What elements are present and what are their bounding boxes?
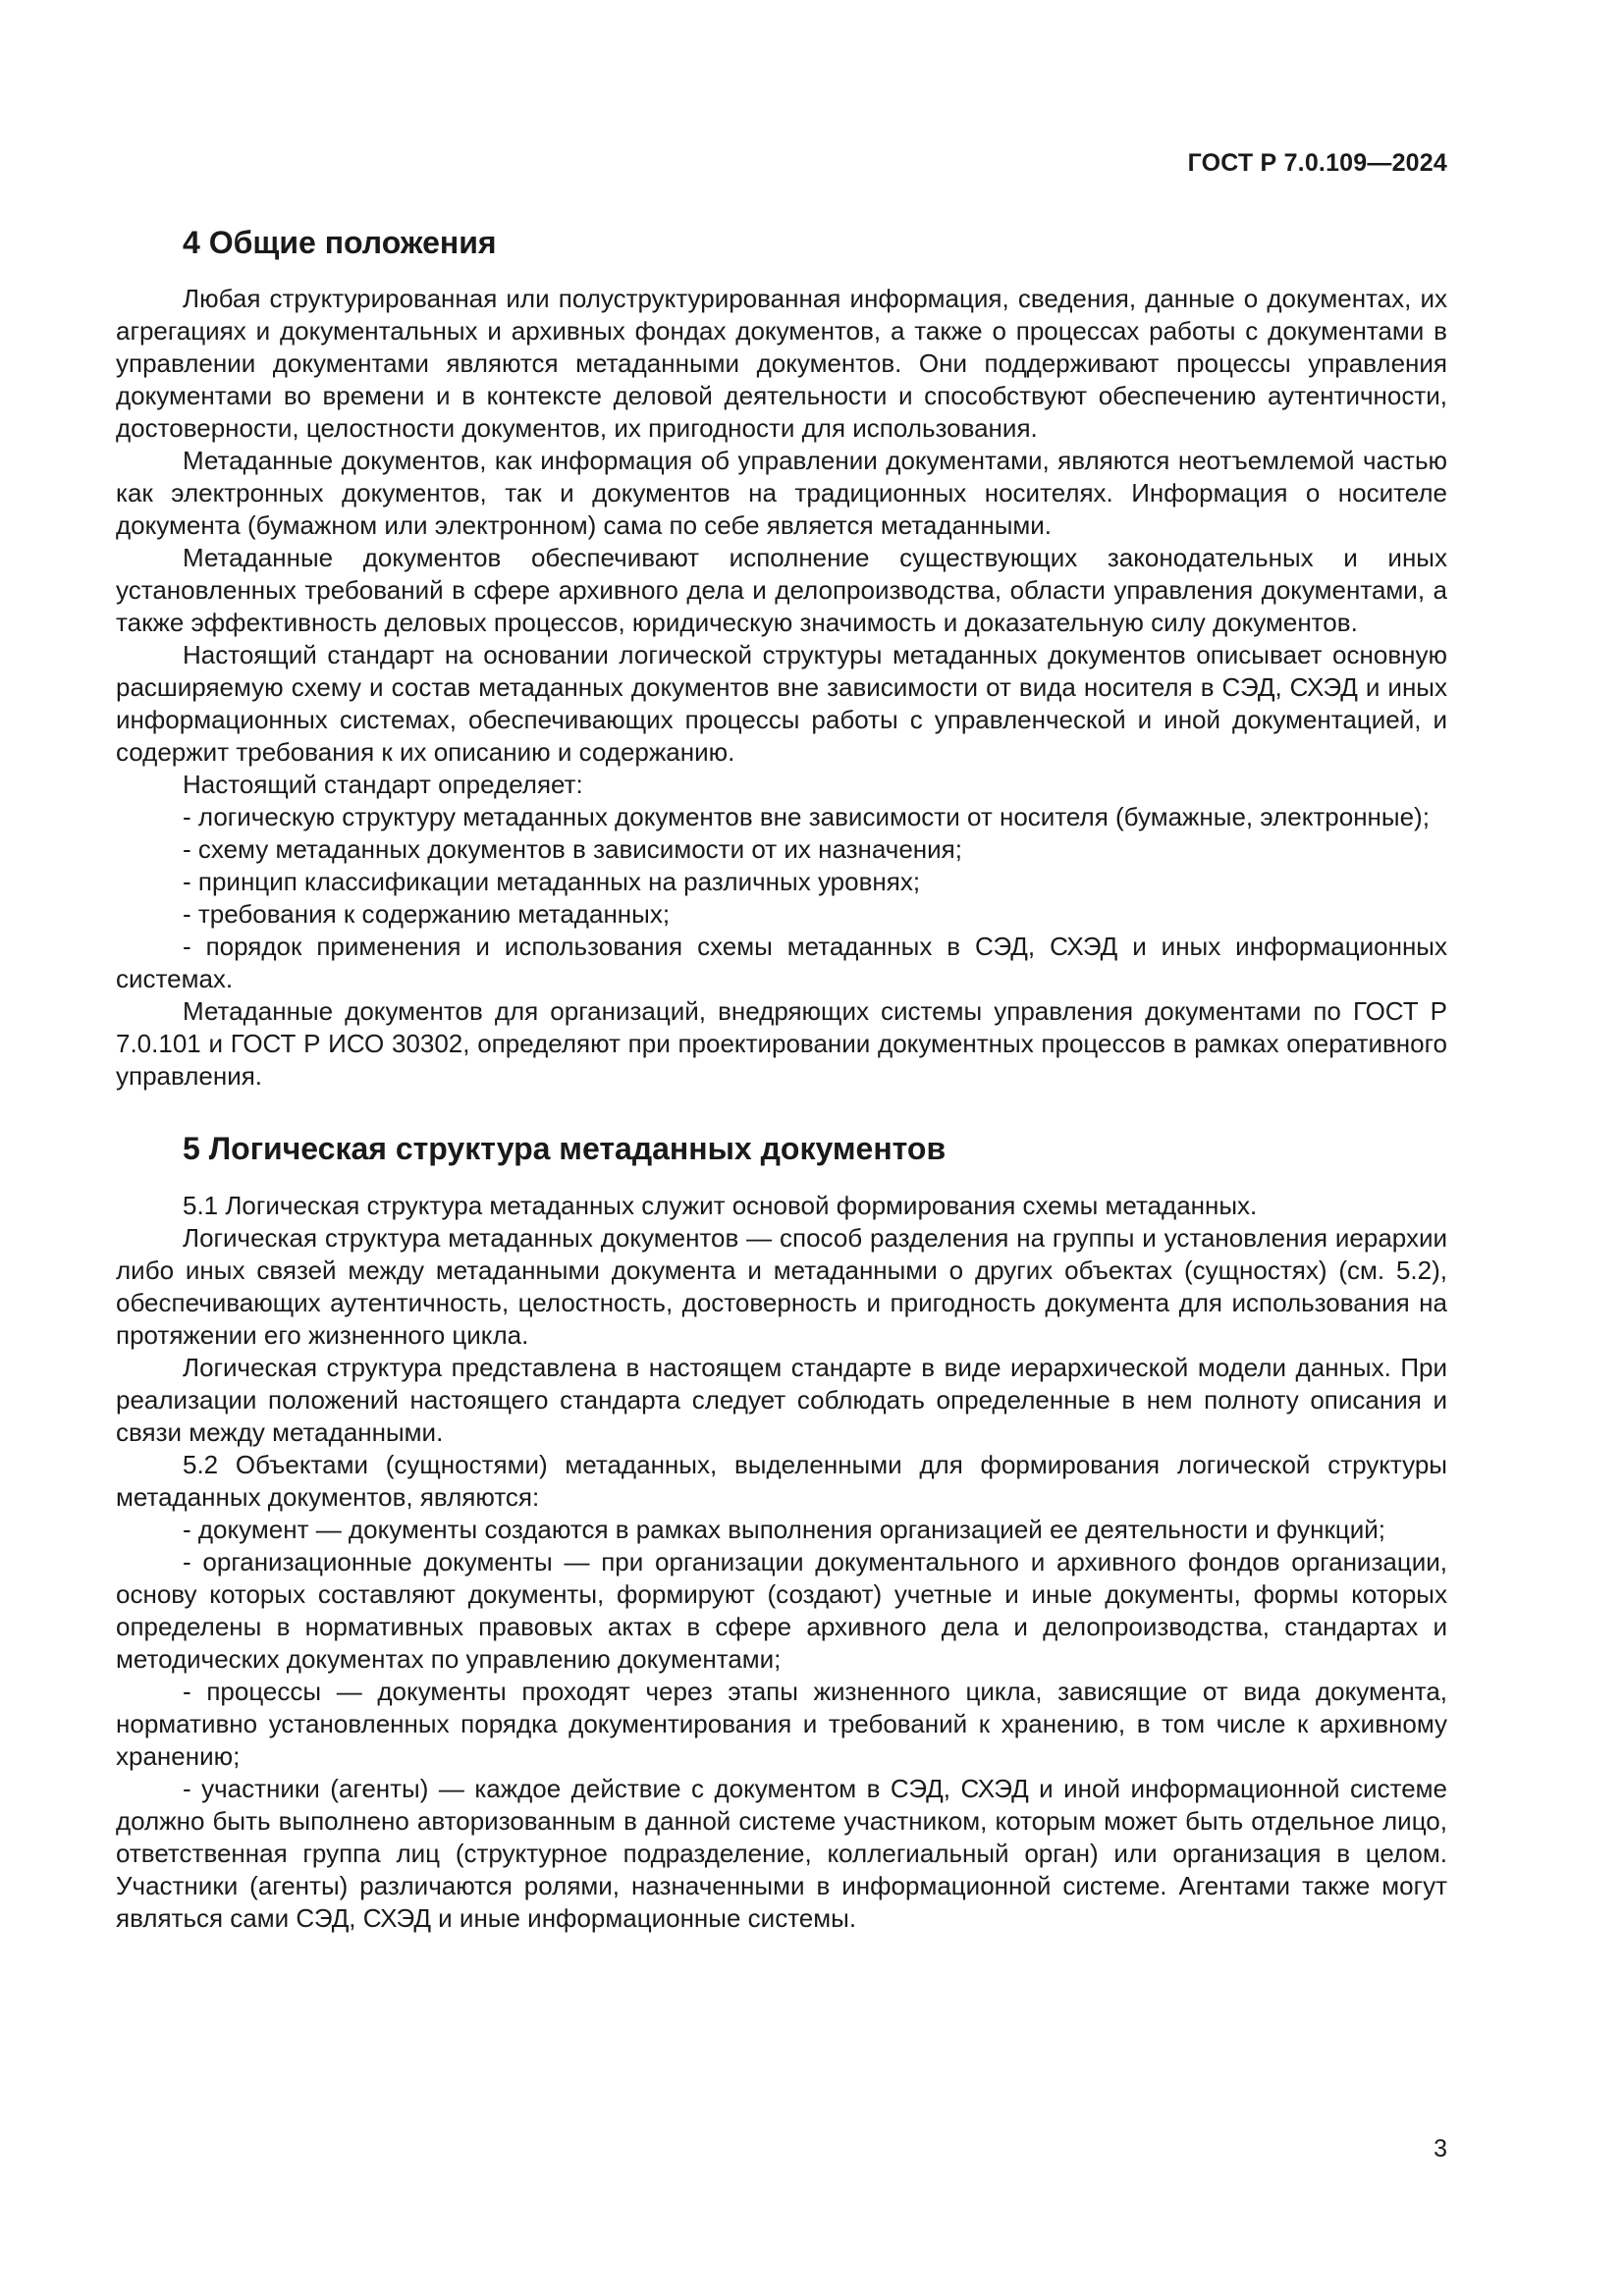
- section-4-title: 4 Общие положения: [183, 225, 497, 260]
- paragraph: 5.1 Логическая структура метаданных служит основой формирования схемы метаданных.: [183, 1190, 1258, 1220]
- paragraph: Настоящий стандарт определяет:: [183, 770, 583, 800]
- list-item: - логическую структуру метаданных документов вне зависимости от носителя (бумажные, электронные);: [183, 802, 1430, 832]
- list-item: - требования к содержанию метаданных;: [183, 899, 671, 930]
- list-item: - документ — документы создаются в рамках выполнения организацией ее деятельности и функций;: [183, 1514, 1386, 1544]
- paragraph: Логическая структура метаданных документов — способ разделения на группы и установления иерархии либо иных связей между метаданными документа и метаданными о других объектах (сущностях) (см. 5.2), обеспечивающих аутентичность, целостность, достоверность и пригодность документа для использования на протяжении его жизненного цикла.: [116, 1222, 1447, 1350]
- paragraph: Логическая структура представлена в настоящем стандарте в виде иерархической модели данных. При реализации положений настоящего стандарта следует соблюдать определенные в нем полноту описания и связи между метаданными.: [116, 1352, 1447, 1447]
- paragraph: Метаданные документов обеспечивают исполнение существующих законодательных и иных установленных требований в сфере архивного дела и делопроизводства, области управления документами, а также эффективность деловых процессов, юридическую значимость и доказательную силу документов.: [116, 543, 1447, 638]
- list-item: - процессы — документы проходят через этапы жизненного цикла, зависящие от вида документа, нормативно установленных порядка документирования и требований к хранению, в том числе к архивному хранению;: [116, 1676, 1447, 1771]
- paragraph: Метаданные документов, как информация об управлении документами, являются неотъемлемой частью как электронных документов, так и документов на традиционных носителях. Информация о носителе документа (бумажном или электронном) сама по себе является метаданными.: [116, 446, 1447, 541]
- paragraph: Метаданные документов для организаций, внедряющих системы управления документами по ГОСТ Р 7.0.101 и ГОСТ Р ИСО 30302, определяют при проектировании документных процессов в рамках оперативного управления.: [116, 996, 1447, 1092]
- section-5-body: [116, 1190, 1447, 1935]
- document-code-header: ГОСТ Р 7.0.109—2024: [1187, 149, 1447, 177]
- section-4-body: [116, 283, 1447, 1093]
- list-item: - принцип классификации метаданных на различных уровнях;: [183, 867, 921, 897]
- paragraph: 5.2 Объектами (сущностями) метаданных, выделенными для формирования логической структуры метаданных документов, являются:: [116, 1449, 1447, 1512]
- page-number: 3: [1434, 2135, 1447, 2163]
- list-item: - участники (агенты) — каждое действие с документом в СЭД, СХЭД и иной информационной системе должно быть выполнено авторизованным в данной системе участником, которым может быть отдельное лицо, ответственная группа лиц (структурное подразделение, коллегиальный орган) или организация в целом. Участники (агенты) различаются ролями, назначенными в информационной системе. Агентами также могут являться сами СЭД, СХЭД и иные информационные системы.: [116, 1773, 1447, 1933]
- list-item: - порядок применения и использования схемы метаданных в СЭД, СХЭД и иных информационных системах.: [116, 932, 1447, 994]
- section-5-title: 5 Логическая структура метаданных документов: [183, 1131, 947, 1167]
- list-item: - организационные документы — при организации документального и архивного фондов организации, основу которых составляют документы, формируют (создают) учетные и иные документы, формы которых определены в нормативных правовых актах в сфере архивного дела и делопроизводства, стандартах и методических документах по управлению документами;: [116, 1546, 1447, 1674]
- paragraph: Настоящий стандарт на основании логической структуры метаданных документов описывает основную расширяемую схему и состав метаданных документов вне зависимости от вида носителя в СЭД, СХЭД и иных информационных системах, обеспечивающих процессы работы с управленческой и иной документацией, и содержит требования к их описанию и содержанию.: [116, 640, 1447, 768]
- list-item: - схему метаданных документов в зависимости от их назначения;: [183, 834, 962, 865]
- page-content: [116, 224, 1447, 1935]
- paragraph: Любая структурированная или полуструктурированная информация, сведения, данные о документах, их агрегациях и документальных и архивных фондах документов, а также о процессах работы с документами в управлении документами являются метаданными документов. Они поддерживают процессы управления документами во времени и в контексте деловой деятельности и способствуют обеспечению аутентичности, достоверности, целостности документов, их пригодности для использования.: [116, 284, 1447, 444]
